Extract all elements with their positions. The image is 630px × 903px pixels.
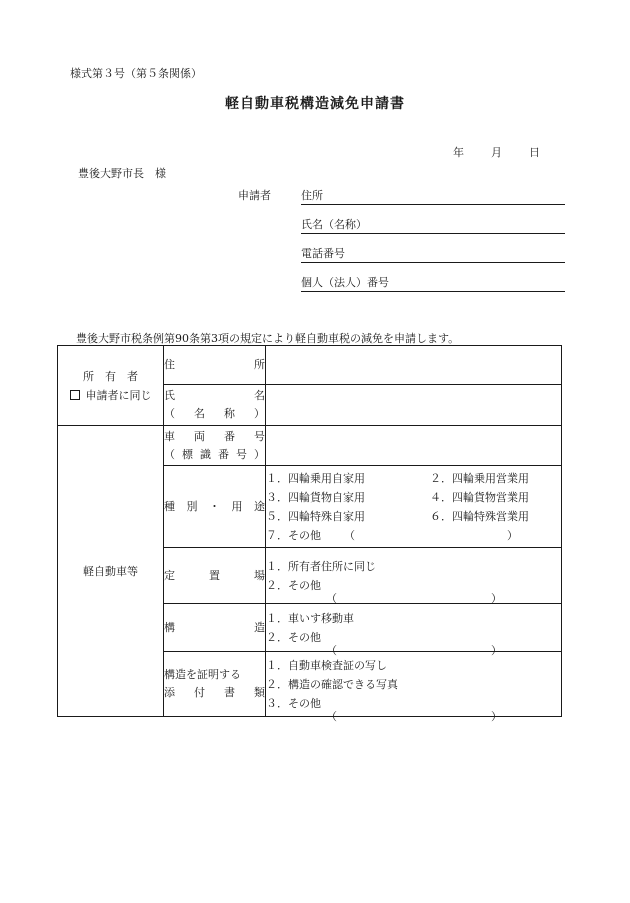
type-use-label <box>164 466 266 548</box>
type-use-label-char: 途 <box>254 499 265 513</box>
storage-location-label <box>164 548 266 604</box>
storage-label-char: 置 <box>209 568 220 582</box>
date-year: 年 <box>453 146 464 159</box>
vehicle-number-sub-char: ） <box>254 447 265 461</box>
owner-section-label <box>58 346 164 426</box>
type-use-other-option[interactable]: ７．その他 <box>266 528 321 542</box>
form-number: 様式第３号（第５条関係） <box>70 67 202 80</box>
owner-address-label <box>164 346 266 385</box>
vehicle-number-label-char: 車 <box>164 429 175 443</box>
applicant-address-field[interactable]: 住所 <box>301 187 565 205</box>
recipient: 豊後大野市長 様 <box>78 167 166 180</box>
structure-label-char: 造 <box>254 620 265 634</box>
vehicle-number-label-char: 番 <box>224 429 235 443</box>
same-as-applicant-label: 申請者に同じ <box>85 388 152 402</box>
storage-label-char: 場 <box>254 568 265 582</box>
type-use-option[interactable]: １．四輪乗用自家用 <box>266 471 365 485</box>
storage-option[interactable]: １．所有者住所に同じ <box>266 559 376 573</box>
type-use-options <box>266 466 562 548</box>
storage-other-label: ２．その他 <box>266 578 321 592</box>
structure-label-char: 構 <box>164 620 175 634</box>
type-use-option[interactable]: ２．四輪乗用営業用 <box>430 471 529 485</box>
docs-label-char: 添 <box>164 686 175 699</box>
date-day: 日 <box>529 146 540 159</box>
structure-label <box>164 604 266 652</box>
type-use-option-row <box>266 469 561 488</box>
owner-address-label-char: 所 <box>254 358 265 371</box>
owner-name-label-char: 氏 <box>164 389 175 402</box>
structure-options <box>266 604 562 657</box>
applicant-id-number-field[interactable]: 個人（法人）番号 <box>301 274 565 292</box>
structure-other-option[interactable] <box>266 628 561 657</box>
type-use-option[interactable]: ５．四輪特殊自家用 <box>266 509 365 523</box>
docs-option[interactable]: ２．構造の確認できる写真 <box>266 677 398 691</box>
vehicle-label: 軽自動車等 <box>83 564 138 578</box>
owner-name-input[interactable] <box>266 385 562 426</box>
vehicle-number-label-char: 両 <box>194 429 205 443</box>
owner-name-sub-char: （ <box>164 407 175 420</box>
vehicle-number-input[interactable] <box>266 426 562 466</box>
same-as-applicant-checkbox[interactable] <box>70 390 80 400</box>
structure-other-label: ２．その他 <box>266 630 321 644</box>
docs-label-char: 書 <box>224 686 235 699</box>
application-table <box>57 345 562 723</box>
type-use-option-row <box>266 507 561 526</box>
owner-name-label <box>164 385 266 426</box>
vehicle-section-label <box>58 426 164 717</box>
type-use-label-char: 別 <box>186 499 198 513</box>
vehicle-number-sub-char: 標 <box>182 447 193 461</box>
type-use-option[interactable]: ３．四輪貨物自家用 <box>266 490 365 504</box>
applicant-name-field[interactable]: 氏名（名称） <box>301 216 565 234</box>
vehicle-number-sub-char: （ <box>164 447 175 461</box>
paren-open: （ <box>326 643 337 657</box>
owner-name-sub-char: 称 <box>224 407 235 420</box>
docs-other-option[interactable] <box>266 694 561 723</box>
owner-name-sub-char: 名 <box>194 407 205 420</box>
attached-docs-options <box>266 652 562 723</box>
vehicle-number-sub-char: 号 <box>236 447 247 461</box>
type-use-option[interactable]: ６．四輪特殊営業用 <box>430 509 529 523</box>
docs-option[interactable]: １．自動車検査証の写し <box>266 658 387 672</box>
type-use-label-char: ・ <box>209 499 220 513</box>
form-title: 軽自動車税構造減免申請書 <box>225 96 405 112</box>
storage-other-option[interactable] <box>266 576 561 605</box>
type-use-option[interactable]: ４．四輪貨物営業用 <box>430 490 529 504</box>
owner-name-label-char: 名 <box>254 389 265 402</box>
owner-label: 所 有 者 <box>83 369 138 383</box>
vehicle-number-sub-char: 識 <box>200 447 211 461</box>
type-use-label-char: 種 <box>164 499 175 513</box>
vehicle-number-label <box>164 426 266 466</box>
storage-label-char: 定 <box>164 568 175 582</box>
paren-close: ） <box>491 709 502 723</box>
type-use-option-row <box>266 526 561 545</box>
owner-address-label-char: 住 <box>164 358 175 371</box>
storage-location-options <box>266 548 562 604</box>
applicant-phone-field[interactable]: 電話番号 <box>301 245 565 263</box>
attached-docs-label-line1: 構造を証明する <box>164 668 241 681</box>
paren-close: ） <box>491 591 502 605</box>
paren-open: （ <box>326 591 337 605</box>
docs-label-char: 類 <box>254 686 265 699</box>
owner-name-sub-char: ） <box>254 407 265 420</box>
vehicle-number-sub-char: 番 <box>218 447 229 461</box>
type-use-label-char: 用 <box>231 499 243 513</box>
date-month: 月 <box>491 146 502 159</box>
docs-other-label: ３．その他 <box>266 696 321 710</box>
paren-open: （ <box>344 528 355 542</box>
attached-docs-label <box>164 652 266 717</box>
applicant-label: 申請者 <box>238 189 271 202</box>
statement: 豊後大野市税条例第90条第3項の規定により軽自動車税の減免を申請します。 <box>76 332 460 345</box>
structure-option[interactable]: １．車いす移動車 <box>266 611 354 625</box>
paren-close: ） <box>507 528 518 542</box>
type-use-option-row <box>266 488 561 507</box>
type-use-other-input[interactable] <box>344 526 518 545</box>
docs-label-char: 付 <box>194 686 205 699</box>
owner-same-as-applicant[interactable] <box>58 386 163 405</box>
paren-close: ） <box>491 643 502 657</box>
paren-open: （ <box>326 709 337 723</box>
owner-address-input[interactable] <box>266 346 562 385</box>
vehicle-number-label-char: 号 <box>254 429 265 443</box>
